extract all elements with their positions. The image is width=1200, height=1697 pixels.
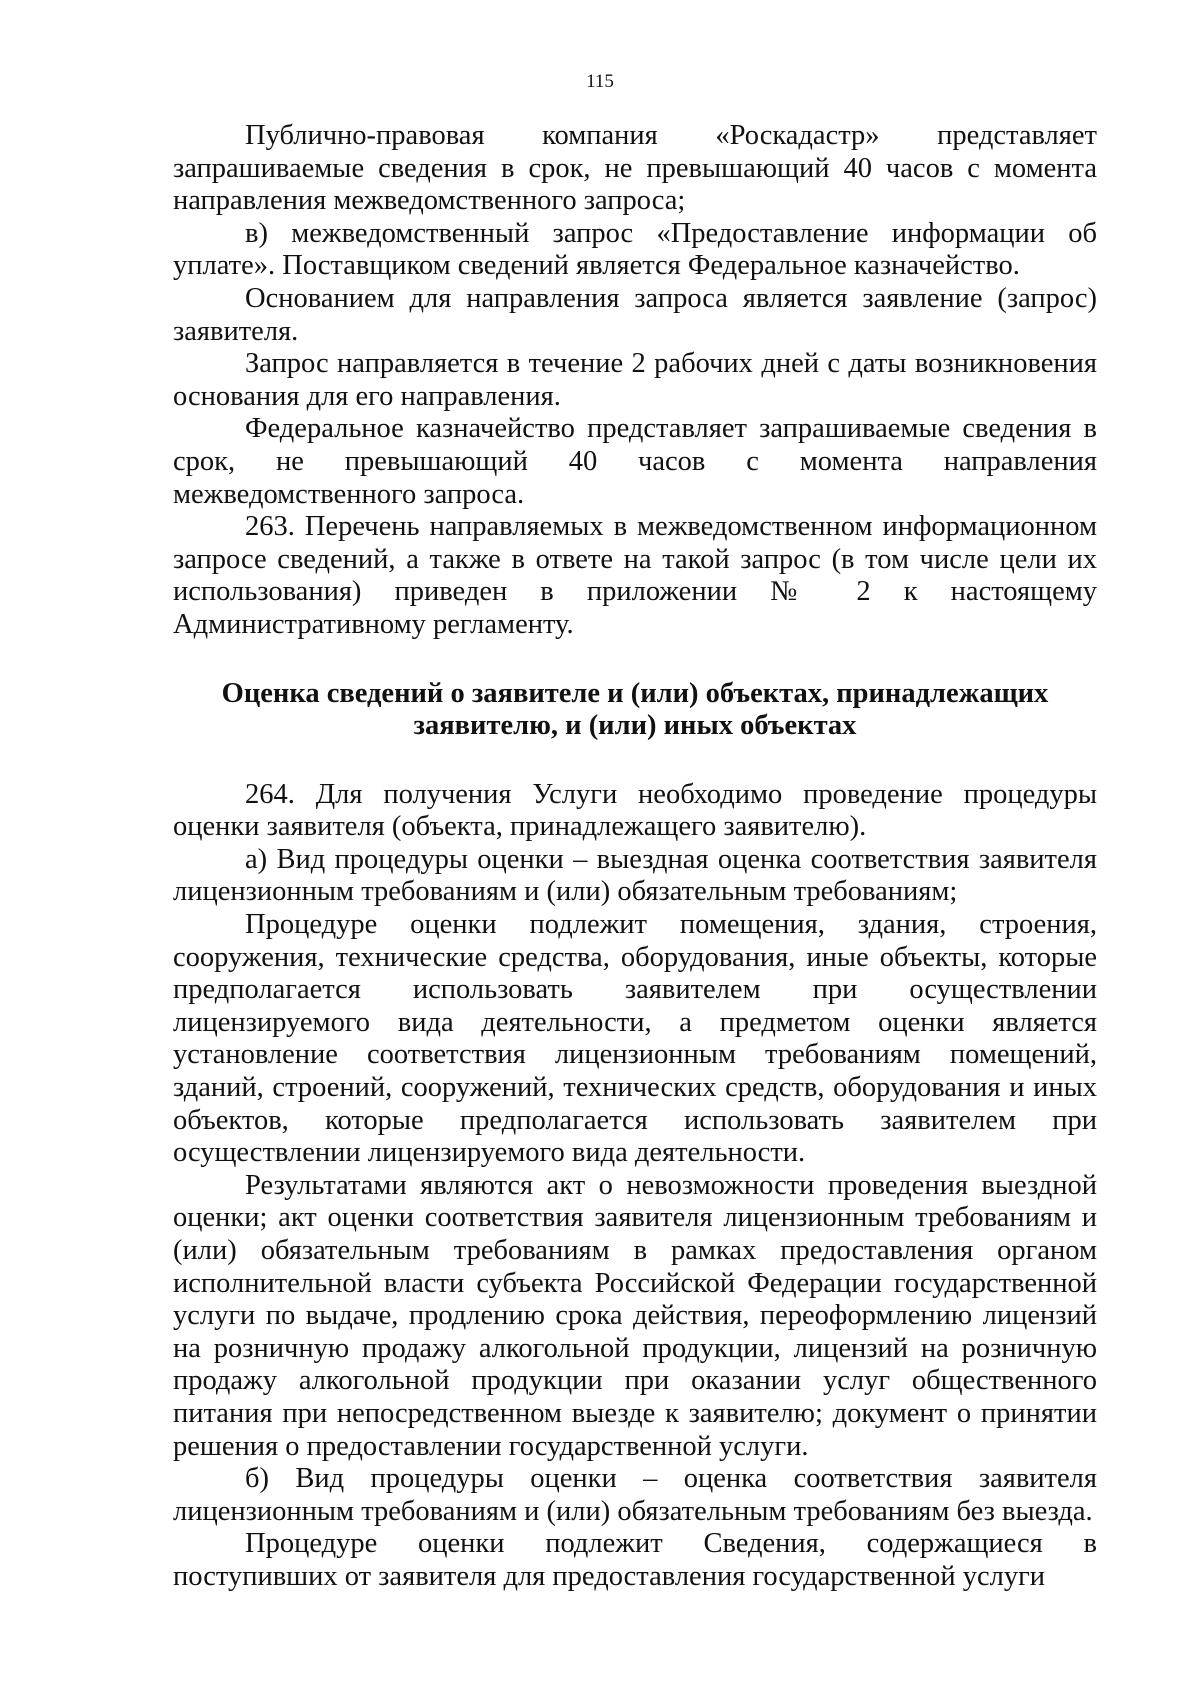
paragraph-264: 264. Для получения Услуги необходимо проведение процедуры оценки заявителя (объекта, принадлежащего заявителю). (173, 778, 1097, 843)
paragraph-results: Результатами являются акт о невозможности проведения выездной оценки; акт оценки соответствия заявителя лицензионным требованиям и (или) обязательным требованиям в рамках предоставления органом исполнительной власти субъекта Российской Федерации государственной услуги по выдаче, продлению срока действия, переоформлению лицензий на розничную продажу алкогольной продукции, лицензий на розничную продажу алкогольной продукции при оказании услуг общественного питания при непосредственном выезде к заявителю; документ о принятии решения о предоставлении государственной услуги. (173, 1169, 1097, 1462)
paragraph-treasury: Федеральное казначейство представляет запрашиваемые сведения в срок, не превышающий 40 часов с момента направления межведомственного запроса. (173, 413, 1097, 510)
paragraph-timing: Запрос направляется в течение 2 рабочих дней с даты возникновения основания для его направления. (173, 348, 1097, 412)
document-body (173, 120, 1097, 1594)
paragraph-assessment-subject: Процедуре оценки подлежит помещения, здания, строения, сооружения, технические средства, оборудования, иные объекты, которые предполагается использовать заявителем при осуществлении лицензируемого вида деятельности, а предметом оценки является установление соответствия лицензионным требованиям помещений, зданий, строений, сооружений, технических средств, оборудования и иных объектов, которые предполагается использовать заявителем при осуществлении лицензируемого вида деятельности. (173, 909, 1097, 1169)
paragraph-request-v: в) межведомственный запрос «Предоставление информации об уплате». Поставщиком сведений является Федеральное казначейство. (173, 217, 1097, 282)
paragraph-263: 263. Перечень направляемых в межведомственном информационном запросе сведений, а также в ответе на такой запрос (в том числе цели их использования) приведен в приложении № 2 к настоящему Административному регламенту. (173, 511, 1097, 640)
paragraph-procedure-a: а) Вид процедуры оценки – выездная оценка соответствия заявителя лицензионным требованиям и (или) обязательным требованиям; (173, 843, 1097, 908)
page-number: 115 (586, 71, 614, 92)
paragraph-procedure-b: б) Вид процедуры оценки – оценка соответствия заявителя лицензионным требованиям и (или) обязательным требованиям без выезда. (173, 1463, 1097, 1527)
paragraph-assessment-info: Процедуре оценки подлежит Сведения, содержащиеся в поступивших от заявителя для предоставления государственной услуги (173, 1528, 1097, 1592)
section-heading (173, 678, 1097, 743)
paragraph-basis: Основанием для направления запроса является заявление (запрос) заявителя. (173, 282, 1097, 347)
section-heading-line-1: Оценка сведений о заявителе и (или) объектах, принадлежащих (221, 677, 1049, 709)
section-heading-line-2: заявителю, и (или) иных объектах (413, 710, 857, 742)
paragraph-roskadastr: Публично-правовая компания «Роскадастр» представляет запрашиваемые сведения в срок, не превышающий 40 часов с момента направления межведомственного запроса; (173, 120, 1097, 217)
